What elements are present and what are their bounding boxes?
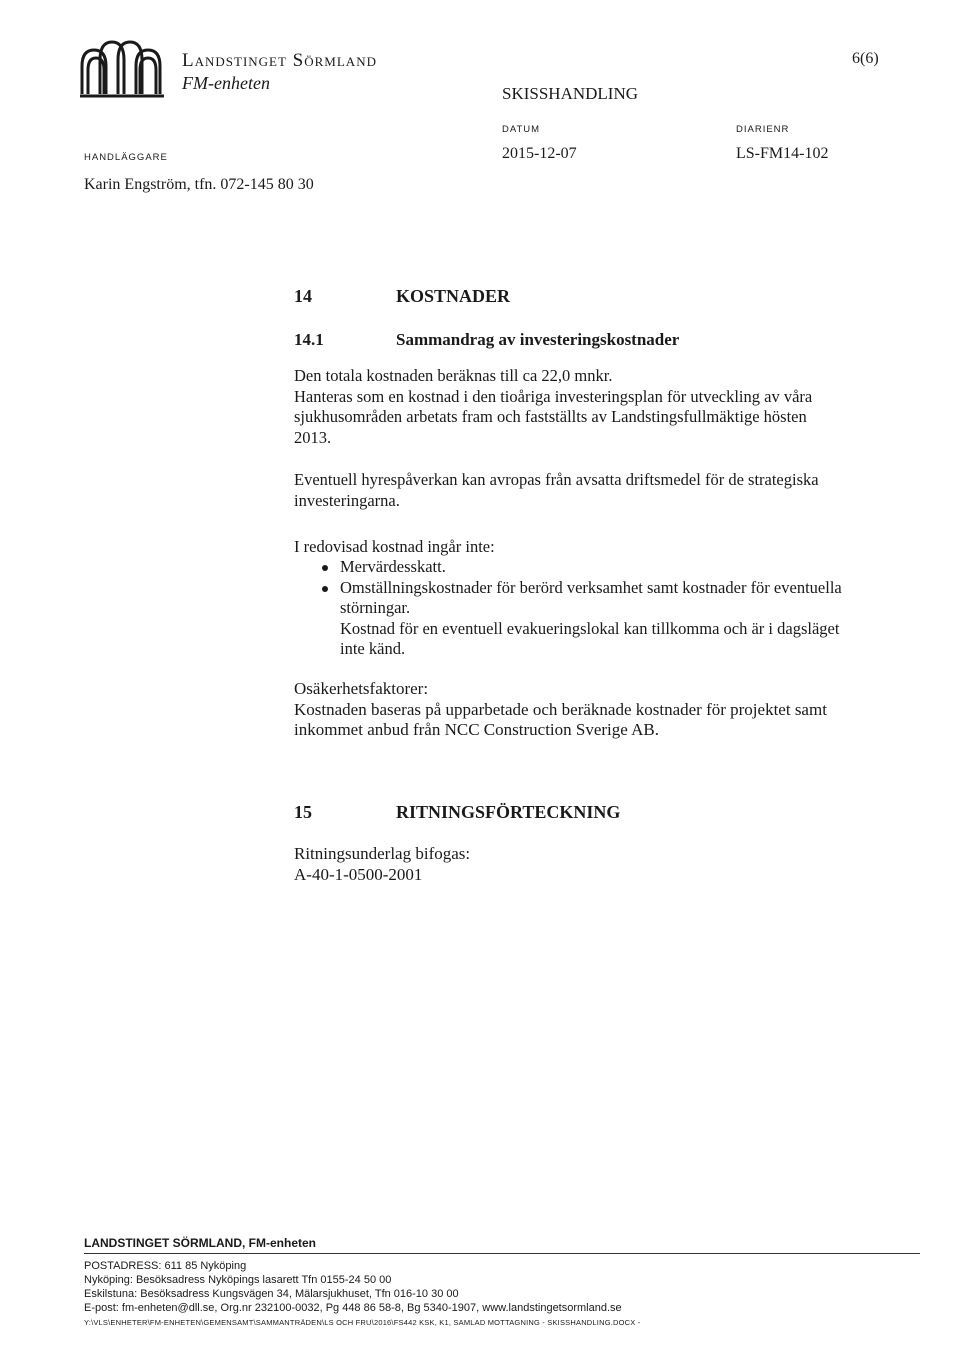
list-item-continuation: inte känd.: [340, 639, 406, 658]
bullet-icon: [322, 565, 328, 571]
page-footer: [84, 1236, 920, 1327]
uncertainty-label: Osäkerhetsfaktorer:: [294, 679, 429, 698]
cost-summary-line: 2013.: [294, 427, 332, 447]
section-14-1-number: 14.1: [294, 330, 324, 349]
list-item-continuation: Kostnad för en eventuell evakueringslokal kan tillkomma och är i dagsläget: [340, 618, 840, 638]
rent-impact-line: investeringarna.: [294, 490, 400, 510]
cost-summary-line: Den totala kostnaden beräknas till ca 22,0 mnkr.: [294, 366, 613, 385]
footer-nykoping: Nyköping: Besöksadress Nyköpings lasarett Tfn 0155-24 50 00: [84, 1274, 392, 1286]
exclusions-intro: I redovisad kostnad ingår inte:: [294, 537, 495, 556]
drawings-paragraph: [294, 844, 914, 885]
handlaggare-value: Karin Engström, tfn. 072-145 80 30: [84, 176, 314, 193]
document-type: SKISSHANDLING: [502, 84, 639, 103]
org-unit: FM-enheten: [182, 73, 270, 93]
footer-file-path: Y:\VLS\ENHETER\FM-ENHETEN\GEMENSAMT\SAMMANTRÄDEN\LS OCH FRU\2016\FS442 KSK, K1, SAMLAD MOTTAGNING - SKISSHANDLING.DOCX -: [84, 1318, 641, 1327]
list-item: [320, 557, 900, 578]
list-item-text: Omställningskostnader för berörd verksamhet samt kostnader för eventuella: [340, 577, 842, 597]
datum-label: DATUM: [502, 124, 541, 135]
rent-impact-line: Eventuell hyrespåverkan kan avropas från avsatta driftsmedel för de strategiska: [294, 470, 819, 489]
drawing-id: A-40-1-0500-2001: [294, 864, 423, 884]
datum-value: 2015-12-07: [502, 145, 577, 162]
page-number: 6(6): [852, 50, 879, 67]
uncertainty-paragraph: [294, 679, 914, 741]
section-15-number: 15: [294, 802, 312, 822]
section-15-title: RITNINGSFÖRTECKNING: [396, 802, 621, 822]
section-14-number: 14: [294, 286, 312, 306]
section-14-1-title: Sammandrag av investeringskostnader: [396, 330, 680, 349]
diarienr-label: DIARIENR: [736, 124, 790, 135]
footer-eskilstuna: Eskilstuna: Besöksadress Kungsvägen 34, Mälarsjukhuset, Tfn 016-10 30 00: [84, 1288, 459, 1300]
drawings-label: Ritningsunderlag bifogas:: [294, 844, 471, 863]
landstinget-logo: [76, 36, 168, 100]
org-name: Landstinget Sörmland: [182, 50, 377, 71]
uncertainty-line: Kostnaden baseras på upparbetade och beräknade kostnader för projektet samt: [294, 699, 827, 719]
footer-contact: E-post: fm-enheten@dll.se, Org.nr 232100-0032, Pg 448 86 58-8, Bg 5340-1907, www.landstingetsormland.se: [84, 1302, 622, 1314]
bullet-icon: [322, 586, 328, 592]
cost-summary-line: sjukhusområden arbetats fram och fastställts av Landstingsfullmäktige hösten: [294, 407, 807, 426]
diarienr-value: LS-FM14-102: [736, 145, 829, 162]
section-14-title: KOSTNADER: [396, 286, 511, 306]
rent-impact-paragraph: [294, 470, 894, 511]
cost-summary-line: Hanteras som en kostnad i den tioåriga investeringsplan för utveckling av våra: [294, 386, 813, 406]
handlaggare-label: HANDLÄGGARE: [84, 152, 168, 163]
uncertainty-line: inkommet anbud från NCC Construction Sverige AB.: [294, 720, 659, 739]
list-item-text: Mervärdesskatt.: [340, 557, 446, 576]
list-item-continuation: störningar.: [340, 598, 411, 617]
cost-summary-paragraph: [294, 366, 894, 448]
footer-postal: POSTADRESS: 611 85 Nyköping: [84, 1260, 247, 1272]
exclusions-list: [320, 557, 900, 660]
footer-org: LANDSTINGET SÖRMLAND, FM-enheten: [84, 1236, 920, 1254]
list-item: [320, 578, 900, 599]
